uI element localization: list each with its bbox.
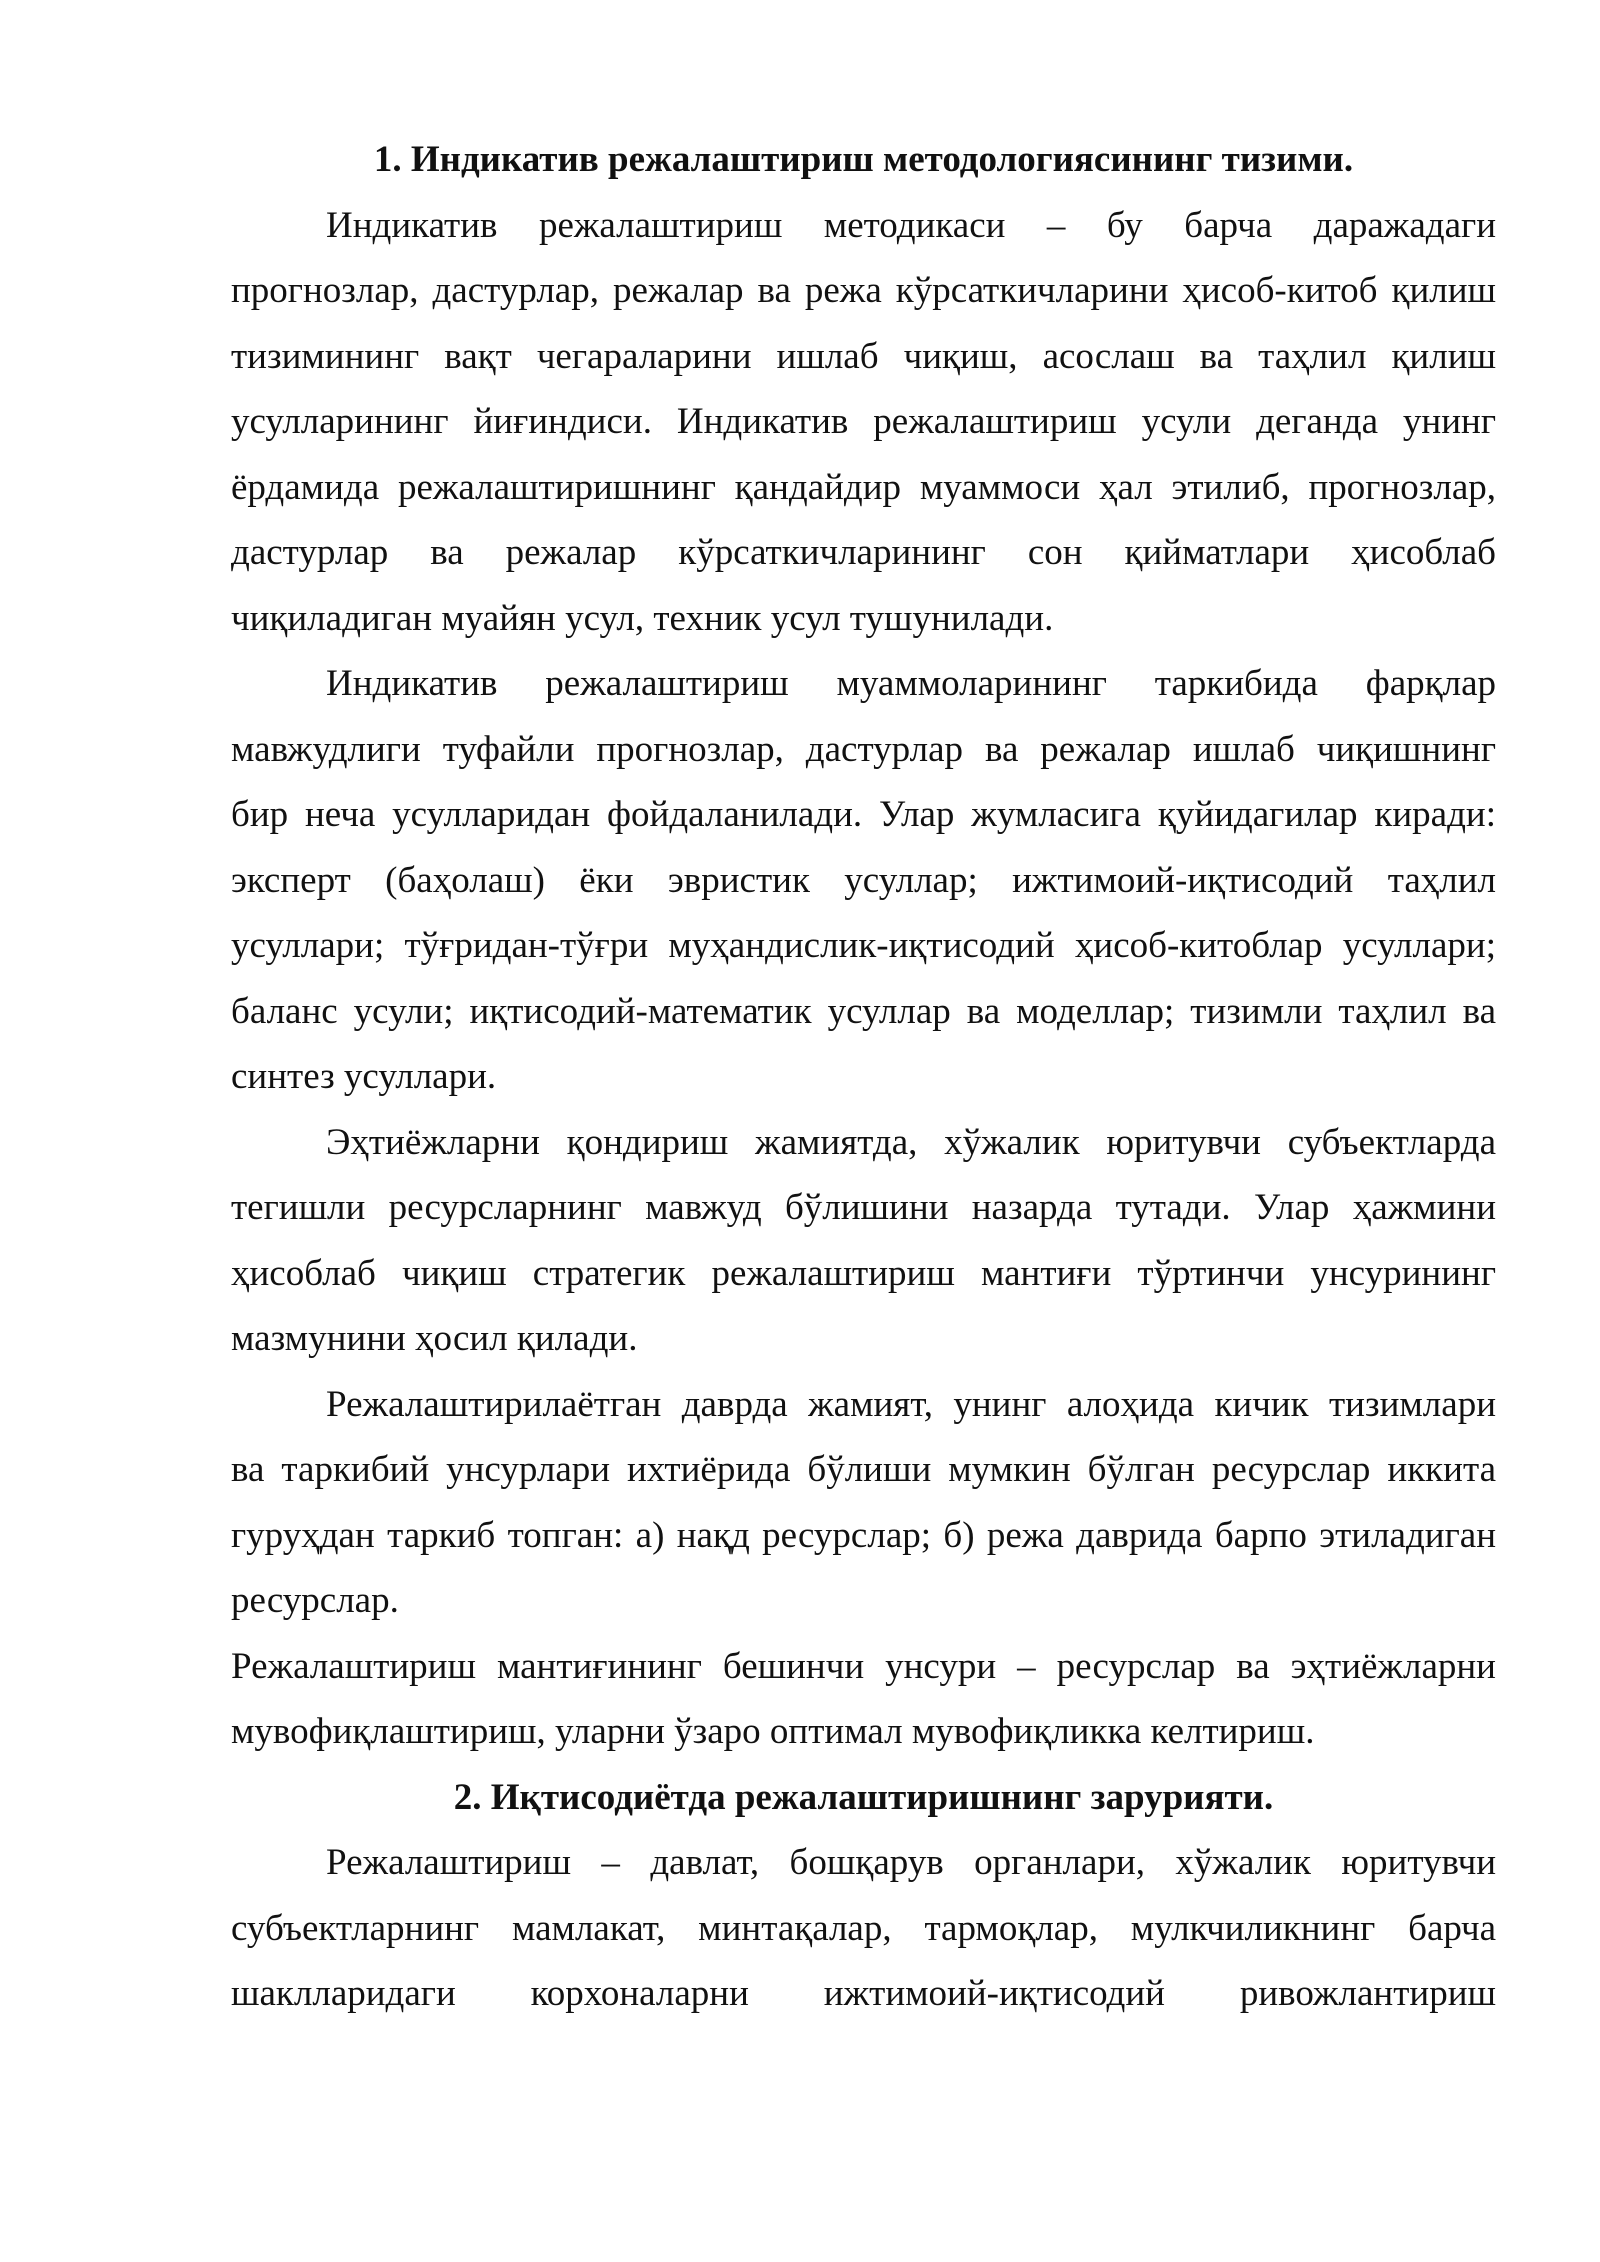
paragraph — [231, 1634, 1496, 1765]
text-line: усулларининг йиғиндиси. Индикатив режалаштириш усули деганда унинг — [231, 401, 1496, 442]
text-line: мавжудлиги туфайли прогнозлар, дастурлар ва режалар ишлаб чиқишнинг — [231, 728, 1496, 770]
section-2-body — [231, 1830, 1496, 2027]
text-line: Эҳтиёжларни қондириш жамиятда, хўжалик юритувчи субъектларда — [326, 1121, 1496, 1163]
text-line: эксперт (баҳолаш) ёки эвристик усуллар; ижтимоий-иқтисодий таҳлил — [231, 859, 1496, 901]
text-line: шаклларидаги корхоналарни ижтимоий-иқтисодий ривожлантириш — [231, 1973, 1496, 2014]
text-line: мазмунини ҳосил қилади. — [231, 1318, 638, 1359]
text-line: Режалаштириш – давлат, бошқарув органлари, хўжалик юритувчи — [326, 1842, 1496, 1883]
paragraph — [231, 193, 1496, 652]
text-line: прогнозлар, дастурлар, режалар ва режа кўрсаткичларини ҳисоб-китоб қилиш — [231, 270, 1496, 311]
text-line: ёрдамида режалаштиришнинг қандайдир муаммоси ҳал этилиб, прогнозлар, — [231, 466, 1496, 508]
text-line: ресурслар. — [231, 1580, 399, 1621]
paragraph — [231, 1372, 1496, 1634]
paragraph — [231, 651, 1496, 1110]
text-line: усуллари; тўғридан-тўғри муҳандислик-иқтисодий ҳисоб-китоблар усуллари; — [231, 925, 1496, 966]
text-line: Режалаштириш мантиғининг бешинчи унсури – ресурслар ва эҳтиёжларни — [231, 1645, 1496, 1687]
paragraph — [231, 1830, 1496, 2027]
text-line: ва таркибий унсурлари ихтиёрида бўлиши мумкин бўлган ресурслар иккита — [231, 1449, 1496, 1490]
text-line: тегишли ресурсларнинг мавжуд бўлишини назарда тутади. Улар ҳажмини — [231, 1187, 1496, 1228]
text-line: Режалаштирилаётган даврда жамият, унинг алоҳида кичик тизимлари — [326, 1383, 1496, 1425]
text-line: синтез усуллари. — [231, 1056, 497, 1097]
section-heading-2: 2. Иқтисодиётда режалаштиришнинг зарурияти. — [453, 1776, 1274, 1818]
text-line: бир неча усулларидан фойдаланилади. Улар жумласига қуйидагилар киради: — [231, 794, 1496, 835]
text-line: чиқиладиган муайян усул, техник усул тушунилади. — [231, 597, 1054, 639]
section-heading-1: 1. Индикатив режалаштириш методологиясининг тизими. — [373, 139, 1354, 180]
text-line: дастурлар ва режалар кўрсаткичларининг сон қийматлари ҳисоблаб — [231, 532, 1496, 573]
section-1-body — [231, 193, 1496, 1765]
text-line: мувофиқлаштириш, уларни ўзаро оптимал мувофиқликка келтириш. — [231, 1711, 1315, 1752]
text-line: гуруҳдан таркиб топган: а) нақд ресурслар; б) режа даврида барпо этиладиган — [231, 1514, 1496, 1556]
document-page — [231, 127, 1496, 2027]
text-line: баланс усули; иқтисодий-математик усуллар ва моделлар; тизимли таҳлил ва — [231, 990, 1496, 1032]
text-line: тизимининг вақт чегараларини ишлаб чиқиш, асослаш ва таҳлил қилиш — [231, 335, 1496, 377]
text-line: субъектларнинг мамлакат, минтақалар, тармоқлар, мулкчиликнинг барча — [231, 1907, 1496, 1949]
text-line: Индикатив режалаштириш муаммоларининг таркибида фарқлар — [326, 663, 1496, 704]
paragraph — [231, 1110, 1496, 1372]
text-line: Индикатив режалаштириш методикаси – бу барча даражадаги — [326, 204, 1496, 246]
text-line: ҳисоблаб чиқиш стратегик режалаштириш мантиғи тўртинчи унсурининг — [231, 1252, 1496, 1294]
